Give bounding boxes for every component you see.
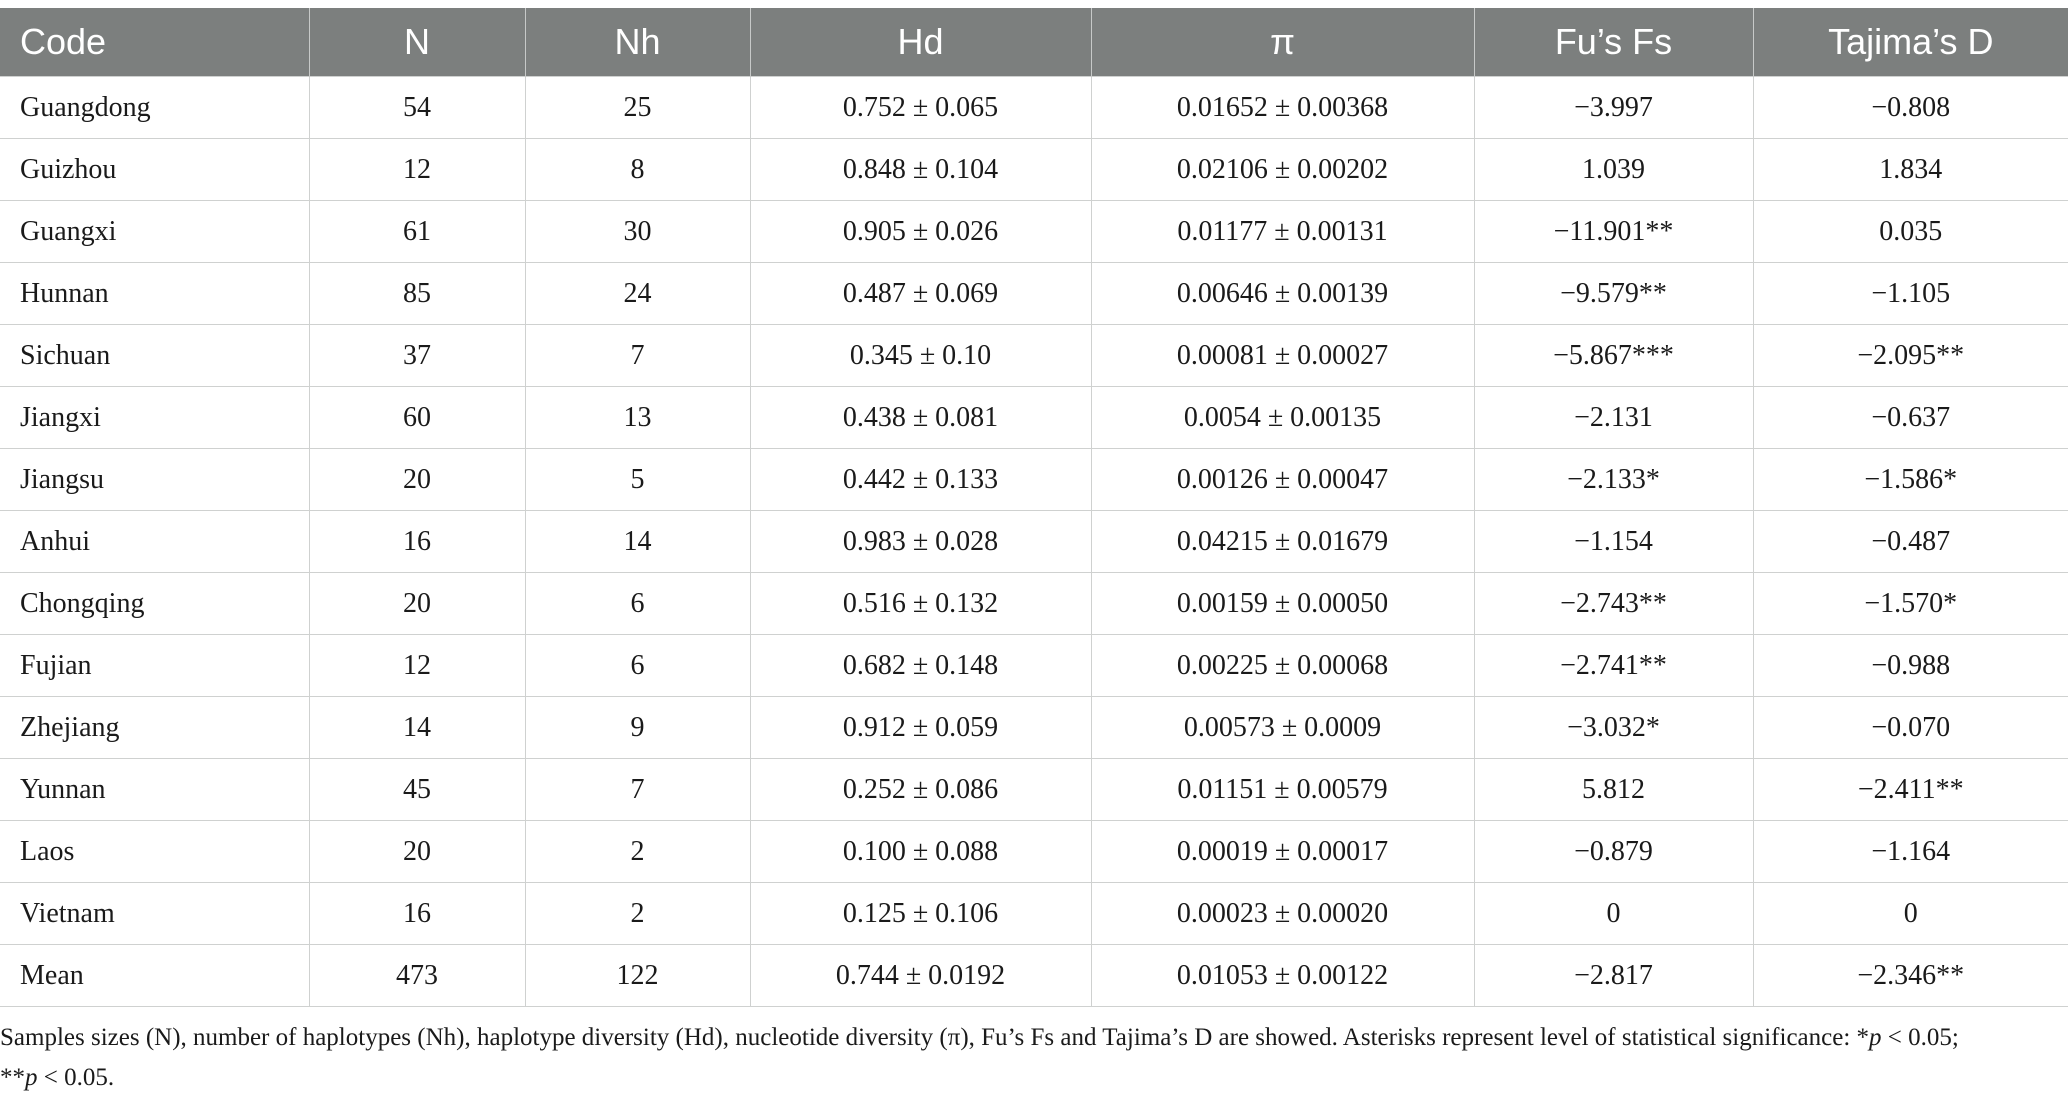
- data-table-container: [0, 8, 2068, 1007]
- cell-fus-fs: −2.743**: [1474, 573, 1753, 635]
- cell-nh: 25: [525, 77, 750, 139]
- cell-n: 20: [309, 573, 525, 635]
- cell-fus-fs: −2.131: [1474, 387, 1753, 449]
- cell-code: Jiangxi: [0, 387, 309, 449]
- cell-fus-fs: −9.579**: [1474, 263, 1753, 325]
- haplotype-diversity-table: [0, 8, 2068, 1007]
- cell-tajimas-d: −0.988: [1753, 635, 2068, 697]
- table-row: [0, 77, 2068, 139]
- cell-code: Jiangsu: [0, 449, 309, 511]
- table-row: [0, 697, 2068, 759]
- cell-n: 473: [309, 945, 525, 1007]
- cell-tajimas-d: −1.164: [1753, 821, 2068, 883]
- cell-hd: 0.752 ± 0.065: [750, 77, 1091, 139]
- cell-fus-fs: −2.741**: [1474, 635, 1753, 697]
- cell-nh: 5: [525, 449, 750, 511]
- cell-hd: 0.905 ± 0.026: [750, 201, 1091, 263]
- table-row: [0, 511, 2068, 573]
- cell-code: Anhui: [0, 511, 309, 573]
- table-row: [0, 759, 2068, 821]
- cell-nh: 30: [525, 201, 750, 263]
- cell-pi: 0.0054 ± 0.00135: [1091, 387, 1474, 449]
- footnote-text-1: Samples sizes (N), number of haplotypes (Nh), haplotype diversity (Hd), nucleotide diversity (π), Fu’s Fs and Tajima’s D are showed. Asterisks represent level of statistical significance: *: [0, 1024, 1870, 1051]
- footnote-p-symbol-1: p: [1869, 1024, 1882, 1051]
- cell-n: 12: [309, 139, 525, 201]
- cell-tajimas-d: 1.834: [1753, 139, 2068, 201]
- table-row: [0, 449, 2068, 511]
- cell-nh: 14: [525, 511, 750, 573]
- cell-hd: 0.682 ± 0.148: [750, 635, 1091, 697]
- cell-fus-fs: −2.817: [1474, 945, 1753, 1007]
- footnote-text-4: < 0.05.: [37, 1064, 115, 1091]
- cell-hd: 0.744 ± 0.0192: [750, 945, 1091, 1007]
- table-row: [0, 635, 2068, 697]
- cell-pi: 0.00019 ± 0.00017: [1091, 821, 1474, 883]
- cell-fus-fs: 5.812: [1474, 759, 1753, 821]
- cell-hd: 0.125 ± 0.106: [750, 883, 1091, 945]
- cell-nh: 6: [525, 635, 750, 697]
- cell-tajimas-d: −2.411**: [1753, 759, 2068, 821]
- cell-fus-fs: −11.901**: [1474, 201, 1753, 263]
- cell-n: 54: [309, 77, 525, 139]
- footnote-text-2: < 0.05;: [1881, 1024, 1959, 1051]
- cell-n: 12: [309, 635, 525, 697]
- footnote-text-3: **: [0, 1064, 25, 1091]
- cell-code: Hunnan: [0, 263, 309, 325]
- cell-pi: 0.00159 ± 0.00050: [1091, 573, 1474, 635]
- header-tajimas-d: Tajima’s D: [1753, 8, 2068, 77]
- cell-hd: 0.438 ± 0.081: [750, 387, 1091, 449]
- cell-code: Zhejiang: [0, 697, 309, 759]
- cell-pi: 0.01177 ± 0.00131: [1091, 201, 1474, 263]
- cell-code: Chongqing: [0, 573, 309, 635]
- cell-nh: 13: [525, 387, 750, 449]
- cell-code: Sichuan: [0, 325, 309, 387]
- cell-hd: 0.345 ± 0.10: [750, 325, 1091, 387]
- cell-tajimas-d: 0.035: [1753, 201, 2068, 263]
- table-row: [0, 945, 2068, 1007]
- table-row: [0, 573, 2068, 635]
- cell-hd: 0.100 ± 0.088: [750, 821, 1091, 883]
- header-code: Code: [0, 8, 309, 77]
- cell-n: 20: [309, 449, 525, 511]
- cell-hd: 0.516 ± 0.132: [750, 573, 1091, 635]
- table-row: [0, 263, 2068, 325]
- cell-pi: 0.01652 ± 0.00368: [1091, 77, 1474, 139]
- footnote-p-symbol-2: p: [25, 1064, 38, 1091]
- cell-code: Fujian: [0, 635, 309, 697]
- cell-nh: 8: [525, 139, 750, 201]
- table-row: [0, 883, 2068, 945]
- cell-tajimas-d: −0.070: [1753, 697, 2068, 759]
- cell-pi: 0.00081 ± 0.00027: [1091, 325, 1474, 387]
- cell-fus-fs: −1.154: [1474, 511, 1753, 573]
- cell-pi: 0.04215 ± 0.01679: [1091, 511, 1474, 573]
- cell-pi: 0.00023 ± 0.00020: [1091, 883, 1474, 945]
- cell-nh: 2: [525, 883, 750, 945]
- cell-fus-fs: −0.879: [1474, 821, 1753, 883]
- cell-pi: 0.01151 ± 0.00579: [1091, 759, 1474, 821]
- cell-hd: 0.983 ± 0.028: [750, 511, 1091, 573]
- cell-hd: 0.912 ± 0.059: [750, 697, 1091, 759]
- header-fus-fs: Fu’s Fs: [1474, 8, 1753, 77]
- cell-nh: 6: [525, 573, 750, 635]
- cell-code: Guangxi: [0, 201, 309, 263]
- cell-tajimas-d: 0: [1753, 883, 2068, 945]
- cell-pi: 0.00126 ± 0.00047: [1091, 449, 1474, 511]
- table-row: [0, 821, 2068, 883]
- cell-n: 85: [309, 263, 525, 325]
- cell-n: 16: [309, 511, 525, 573]
- cell-pi: 0.01053 ± 0.00122: [1091, 945, 1474, 1007]
- cell-nh: 7: [525, 759, 750, 821]
- table-header-row: [0, 8, 2068, 77]
- table-footnote: [0, 1018, 2060, 1098]
- cell-tajimas-d: −1.570*: [1753, 573, 2068, 635]
- cell-pi: 0.00573 ± 0.0009: [1091, 697, 1474, 759]
- cell-fus-fs: −2.133*: [1474, 449, 1753, 511]
- cell-nh: 7: [525, 325, 750, 387]
- header-nh: Nh: [525, 8, 750, 77]
- cell-fus-fs: 1.039: [1474, 139, 1753, 201]
- cell-tajimas-d: −1.586*: [1753, 449, 2068, 511]
- cell-n: 60: [309, 387, 525, 449]
- cell-tajimas-d: −2.346**: [1753, 945, 2068, 1007]
- cell-nh: 9: [525, 697, 750, 759]
- cell-nh: 122: [525, 945, 750, 1007]
- cell-fus-fs: −5.867***: [1474, 325, 1753, 387]
- cell-n: 45: [309, 759, 525, 821]
- cell-n: 14: [309, 697, 525, 759]
- cell-nh: 24: [525, 263, 750, 325]
- table-row: [0, 387, 2068, 449]
- header-pi: π: [1091, 8, 1474, 77]
- header-hd: Hd: [750, 8, 1091, 77]
- cell-fus-fs: −3.997: [1474, 77, 1753, 139]
- cell-pi: 0.02106 ± 0.00202: [1091, 139, 1474, 201]
- cell-fus-fs: 0: [1474, 883, 1753, 945]
- cell-n: 37: [309, 325, 525, 387]
- cell-n: 61: [309, 201, 525, 263]
- cell-hd: 0.487 ± 0.069: [750, 263, 1091, 325]
- cell-pi: 0.00225 ± 0.00068: [1091, 635, 1474, 697]
- table-row: [0, 325, 2068, 387]
- table-row: [0, 201, 2068, 263]
- cell-tajimas-d: −1.105: [1753, 263, 2068, 325]
- cell-code: Mean: [0, 945, 309, 1007]
- cell-code: Guangdong: [0, 77, 309, 139]
- header-n: N: [309, 8, 525, 77]
- cell-code: Guizhou: [0, 139, 309, 201]
- cell-code: Vietnam: [0, 883, 309, 945]
- cell-n: 20: [309, 821, 525, 883]
- cell-nh: 2: [525, 821, 750, 883]
- table-row: [0, 139, 2068, 201]
- cell-hd: 0.442 ± 0.133: [750, 449, 1091, 511]
- cell-code: Yunnan: [0, 759, 309, 821]
- cell-hd: 0.848 ± 0.104: [750, 139, 1091, 201]
- cell-hd: 0.252 ± 0.086: [750, 759, 1091, 821]
- cell-code: Laos: [0, 821, 309, 883]
- cell-fus-fs: −3.032*: [1474, 697, 1753, 759]
- cell-tajimas-d: −2.095**: [1753, 325, 2068, 387]
- cell-n: 16: [309, 883, 525, 945]
- cell-tajimas-d: −0.487: [1753, 511, 2068, 573]
- cell-pi: 0.00646 ± 0.00139: [1091, 263, 1474, 325]
- cell-tajimas-d: −0.637: [1753, 387, 2068, 449]
- cell-tajimas-d: −0.808: [1753, 77, 2068, 139]
